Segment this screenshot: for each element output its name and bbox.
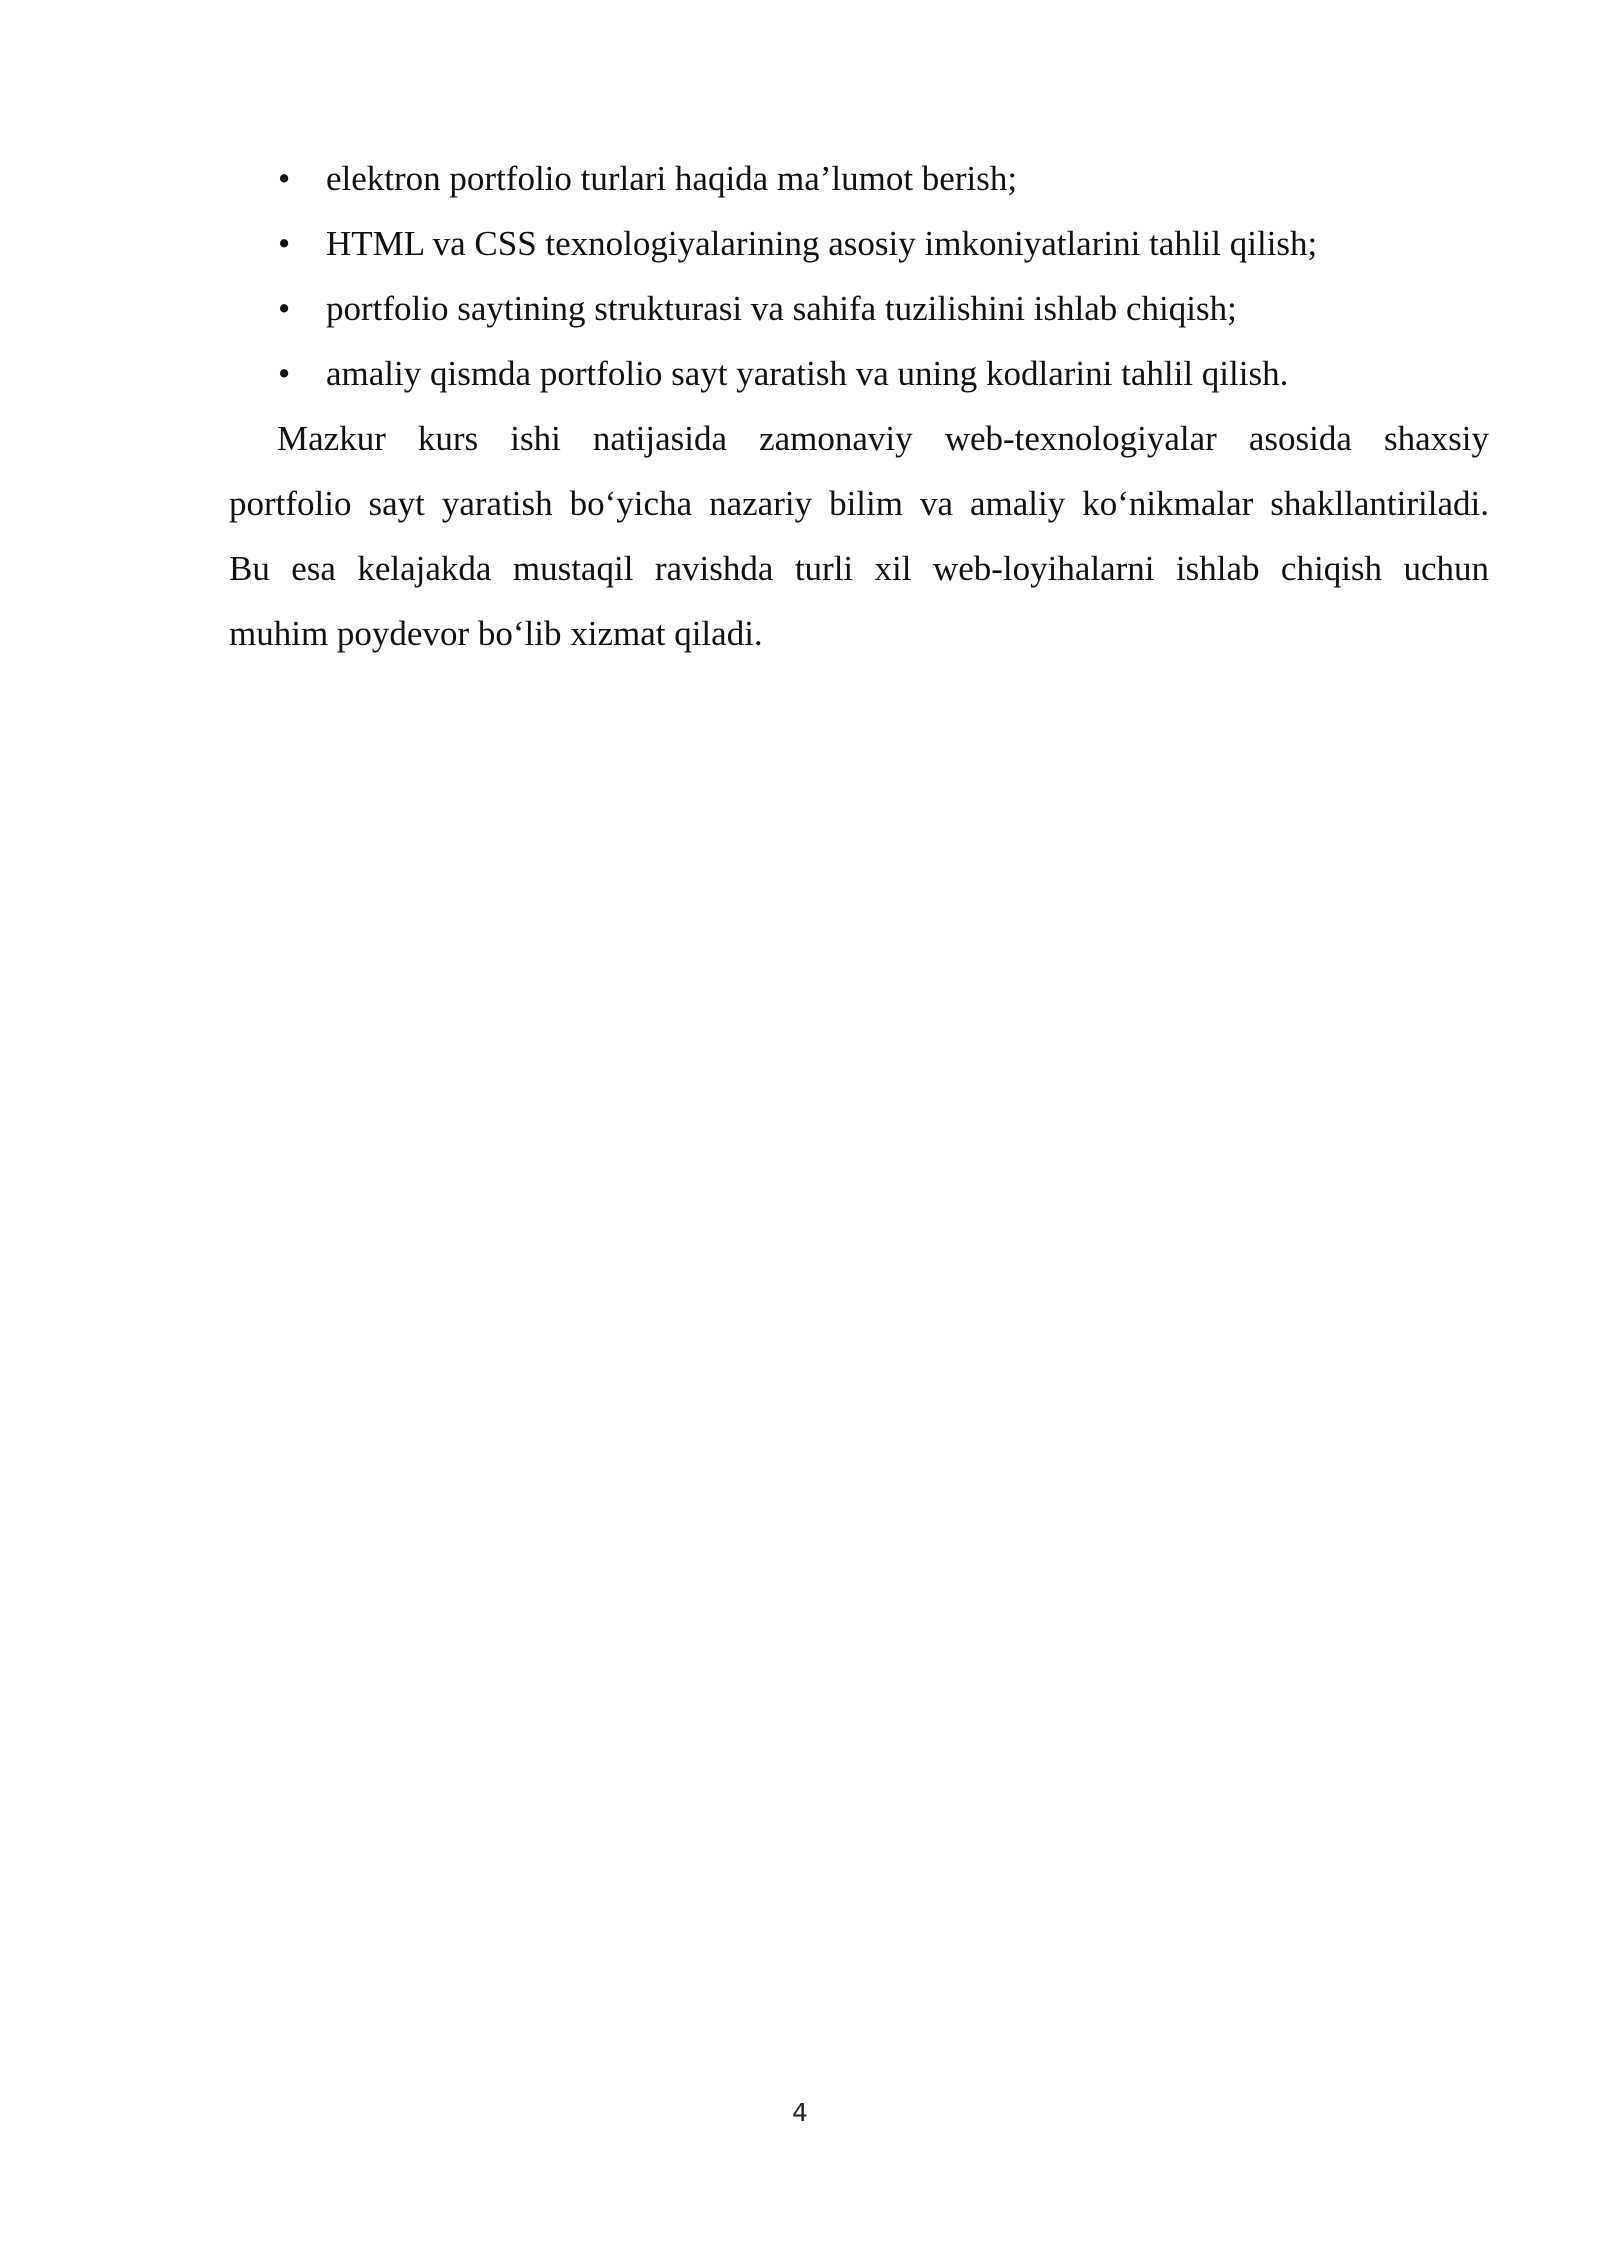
bullet-icon: • (278, 159, 291, 198)
list-item (278, 146, 1488, 211)
paragraph-line: muhim poydevor bo‘lib xizmat qiladi. (229, 614, 763, 653)
objectives-list (278, 146, 1488, 406)
bullet-icon: • (278, 289, 291, 328)
list-item-text: HTML va CSS texnologiyalarining asosiy imkoniyatlarini tahlil qilish; (326, 224, 1318, 263)
paragraph-line: portfolio sayt yaratish bo‘yicha nazariy bilim va amaliy ko‘nikmalar shakllantiriladi. (229, 484, 1489, 523)
page-number: 4 (792, 2098, 808, 2127)
conclusion-paragraph (229, 406, 1489, 666)
list-item (278, 341, 1488, 406)
list-item (278, 211, 1488, 276)
paragraph-line: Bu esa kelajakda mustaqil ravishda turli xil web-loyihalarni ishlab chiqish uchun (229, 549, 1489, 588)
bullet-icon: • (278, 354, 291, 393)
list-item-text: elektron portfolio turlari haqida ma’lumot berish; (326, 159, 1018, 198)
bullet-icon: • (278, 224, 291, 263)
paragraph-line: Mazkur kurs ishi natijasida zamonaviy web-texnologiyalar asosida shaxsiy (277, 419, 1489, 458)
list-item (278, 276, 1488, 341)
list-item-text: amaliy qismda portfolio sayt yaratish va uning kodlarini tahlil qilish. (326, 354, 1289, 393)
list-item-text: portfolio saytining strukturasi va sahifa tuzilishini ishlab chiqish; (326, 289, 1237, 328)
